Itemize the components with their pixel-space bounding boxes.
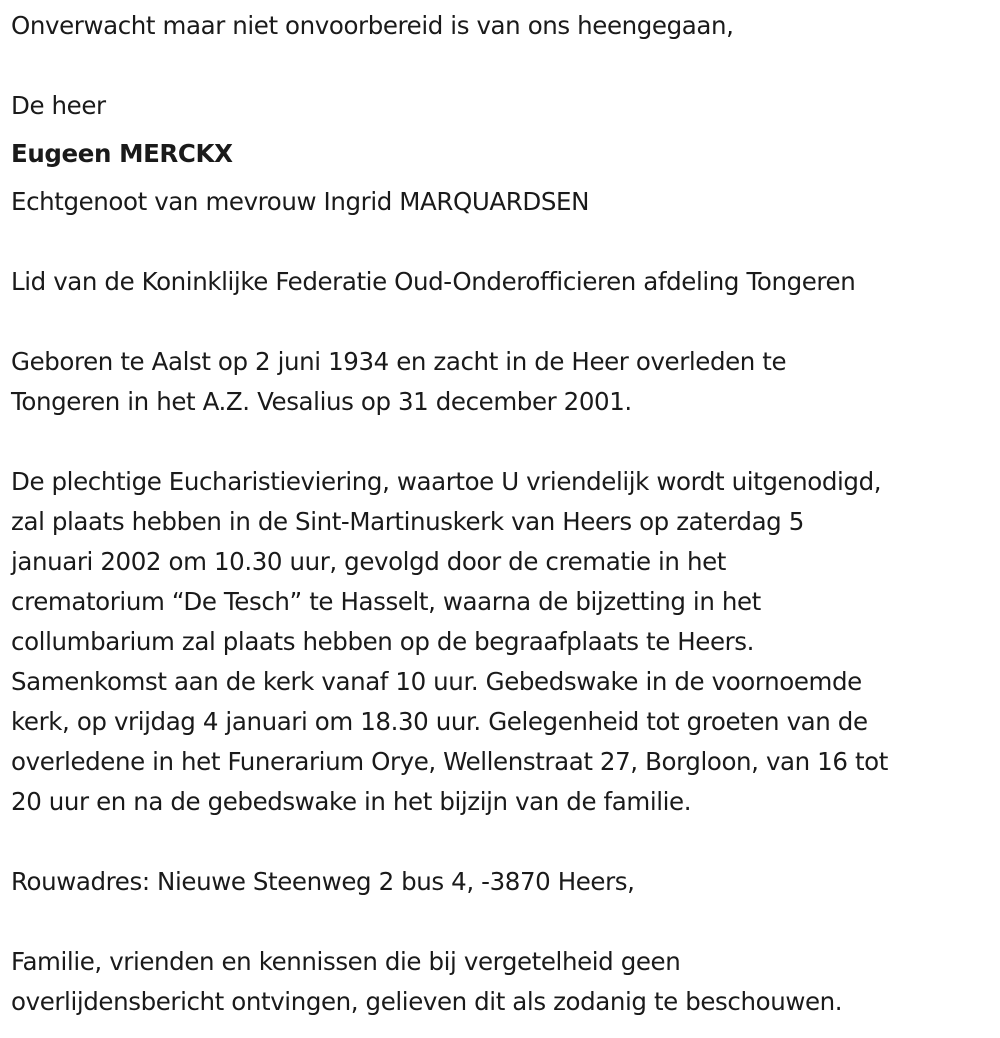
intro-line: Onverwacht maar niet onvoorbereid is van ons heengegaan,: [11, 11, 734, 40]
deceased-name: Eugeen MERCKX: [11, 139, 233, 168]
ceremony-line-4: crematorium “De Tesch” te Hasselt, waarna de bijzetting in het: [11, 587, 761, 616]
birth-death-line-2: Tongeren in het A.Z. Vesalius op 31 december 2001.: [11, 387, 632, 416]
closing-line-1: Familie, vrienden en kennissen die bij vergetelheid geen: [11, 947, 681, 976]
ceremony-line-6: Samenkomst aan de kerk vanaf 10 uur. Gebedswake in de voornoemde: [11, 667, 862, 696]
ceremony-line-3: januari 2002 om 10.30 uur, gevolgd door de crematie in het: [11, 547, 726, 576]
closing-line-2: overlijdensbericht ontvingen, gelieven dit als zodanig te beschouwen.: [11, 987, 843, 1016]
ceremony-line-5: collumbarium zal plaats hebben op de begraafplaats te Heers.: [11, 627, 755, 656]
ceremony-line-7: kerk, op vrijdag 4 januari om 18.30 uur. Gelegenheid tot groeten van de: [11, 707, 868, 736]
ceremony-line-8: overledene in het Funerarium Orye, Wellenstraat 27, Borgloon, van 16 tot: [11, 747, 888, 776]
ceremony-line-2: zal plaats hebben in de Sint-Martinuskerk van Heers op zaterdag 5: [11, 507, 804, 536]
membership-line: Lid van de Koninklijke Federatie Oud-Onderofficieren afdeling Tongeren: [11, 267, 856, 296]
spouse-line: Echtgenoot van mevrouw Ingrid MARQUARDSEN: [11, 187, 590, 216]
birth-death-line-1: Geboren te Aalst op 2 juni 1934 en zacht in de Heer overleden te: [11, 347, 787, 376]
ceremony-line-1: De plechtige Eucharistieviering, waartoe U vriendelijk wordt uitgenodigd,: [11, 467, 882, 496]
salutation: De heer: [11, 91, 106, 120]
mourning-address: Rouwadres: Nieuwe Steenweg 2 bus 4, -3870 Heers,: [11, 867, 635, 896]
ceremony-line-9: 20 uur en na de gebedswake in het bijzijn van de familie.: [11, 787, 692, 816]
